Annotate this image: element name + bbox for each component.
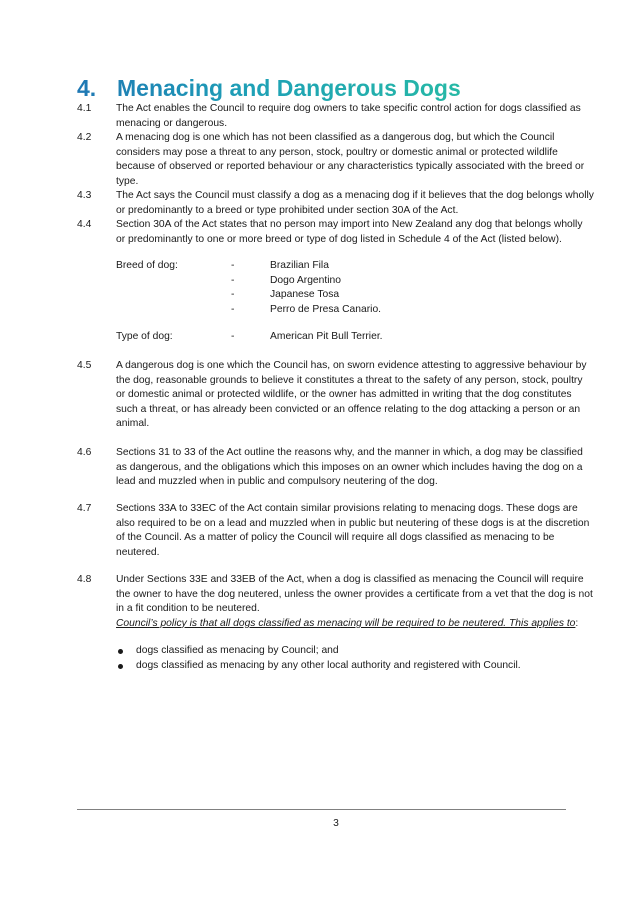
paragraph-number: 4.6 — [77, 447, 92, 458]
paragraph-number: 4.8 — [77, 574, 92, 585]
type-name: American Pit Bull Terrier. — [270, 331, 383, 343]
type-label: Type of dog: — [116, 331, 173, 343]
paragraph-4-7 — [77, 502, 597, 560]
paragraph-text: A menacing dog is one which has not been classified as a dangerous dog, but which the Council considers may pose a threat to any person, stock, poultry or domestic animal or protected wildlife because of observed or reported behaviour or any characteristics typically associated with the breed or type. — [116, 132, 585, 187]
paragraph-number: 4.4 — [77, 219, 92, 230]
paragraph-4-3 — [77, 189, 597, 218]
breed-name: Japanese Tosa — [270, 289, 340, 301]
list-item — [116, 659, 521, 674]
policy-text: Council’s policy is that all dogs classified as menacing will be required to be neutered. This applies to — [116, 617, 576, 629]
dash: - — [231, 331, 235, 343]
paragraph-text: A dangerous dog is one which the Council has, on sworn evidence attesting to aggressive behaviour by the dog, reasonable grounds to believe it constitutes a threat to the safety of any person, stock, poultry or domestic animal or protected wildlife, or the owner has admitted in writing that the dog constitutes such a threat, or has already been convicted or an offence relating to the dog attacking a person or an animal. — [116, 360, 587, 430]
paragraph-number: 4.2 — [77, 132, 92, 143]
list-item — [116, 644, 521, 659]
paragraph-text: Section 30A of the Act states that no person may import into New Zealand any dog that belongs wholly or predominantly to one or more breed or type of dog listed in Schedule 4 of the Act (listed below). — [116, 219, 583, 245]
section-heading — [77, 73, 461, 103]
breed-name: Perro de Presa Canario. — [270, 303, 382, 315]
bullet-icon — [118, 664, 123, 669]
policy-statement — [116, 617, 594, 632]
page-number: 3 — [333, 818, 339, 829]
paragraph-text: Under Sections 33E and 33EB of the Act, when a dog is classified as menacing the Council will require the owner to have the dog neutered, unless the owner provides a certificate from a vet that the dog is not in a fit condition to be neutered. — [116, 574, 593, 615]
paragraph-number: 4.3 — [77, 190, 92, 201]
section-title: Menacing and Dangerous Dogs — [117, 75, 461, 101]
bullet-list — [116, 644, 521, 673]
footer-divider — [77, 809, 566, 810]
paragraph-4-2 — [77, 131, 597, 189]
paragraph-text: Sections 33A to 33EC of the Act contain similar provisions relating to menacing dogs. These dogs are also required to be on a lead and muzzled when in public but neutering of these dogs is at the discretion of the Council. As a matter of policy the Council will require all dogs classified as menacing to be neutered. — [116, 503, 590, 558]
paragraph-text: Sections 31 to 33 of the Act outline the reasons why, and the manner in which, a dog may be classified as dangerous, and the obligations which this imposes on an owner which includes having the dog on a lead and muzzled when in public and compulsory neutering of the dog. — [116, 447, 583, 488]
dash: - — [231, 260, 235, 271]
paragraph-number: 4.5 — [77, 360, 92, 371]
paragraph-4-5 — [77, 359, 597, 432]
breed-name: Brazilian Fila — [270, 260, 329, 271]
policy-colon: : — [575, 617, 579, 629]
paragraph-text: The Act says the Council must classify a dog as a menacing dog if it believes that the dog belongs wholly or predominantly to a breed or type prohibited under section 30A of the Act. — [116, 190, 594, 216]
dash: - — [231, 303, 235, 315]
bullet-icon — [118, 649, 123, 654]
paragraph-4-8 — [77, 573, 597, 631]
paragraph-text: The Act enables the Council to require dog owners to take specific control action for dogs classified as menacing or dangerous. — [116, 103, 581, 129]
dash: - — [231, 274, 235, 286]
list-item-text: dogs classified as menacing by any other local authority and registered with Council. — [136, 659, 521, 671]
paragraph-4-1 — [77, 102, 597, 131]
breed-label: Breed of dog: — [116, 260, 178, 271]
list-item-text: dogs classified as menacing by Council; and — [136, 645, 339, 656]
paragraph-4-6 — [77, 446, 597, 490]
section-number: 4. — [77, 75, 97, 101]
paragraph-4-4 — [77, 218, 597, 247]
paragraph-number: 4.1 — [77, 103, 92, 114]
breed-name: Dogo Argentino — [270, 274, 341, 286]
dash: - — [231, 289, 235, 301]
paragraph-number: 4.7 — [77, 503, 92, 514]
